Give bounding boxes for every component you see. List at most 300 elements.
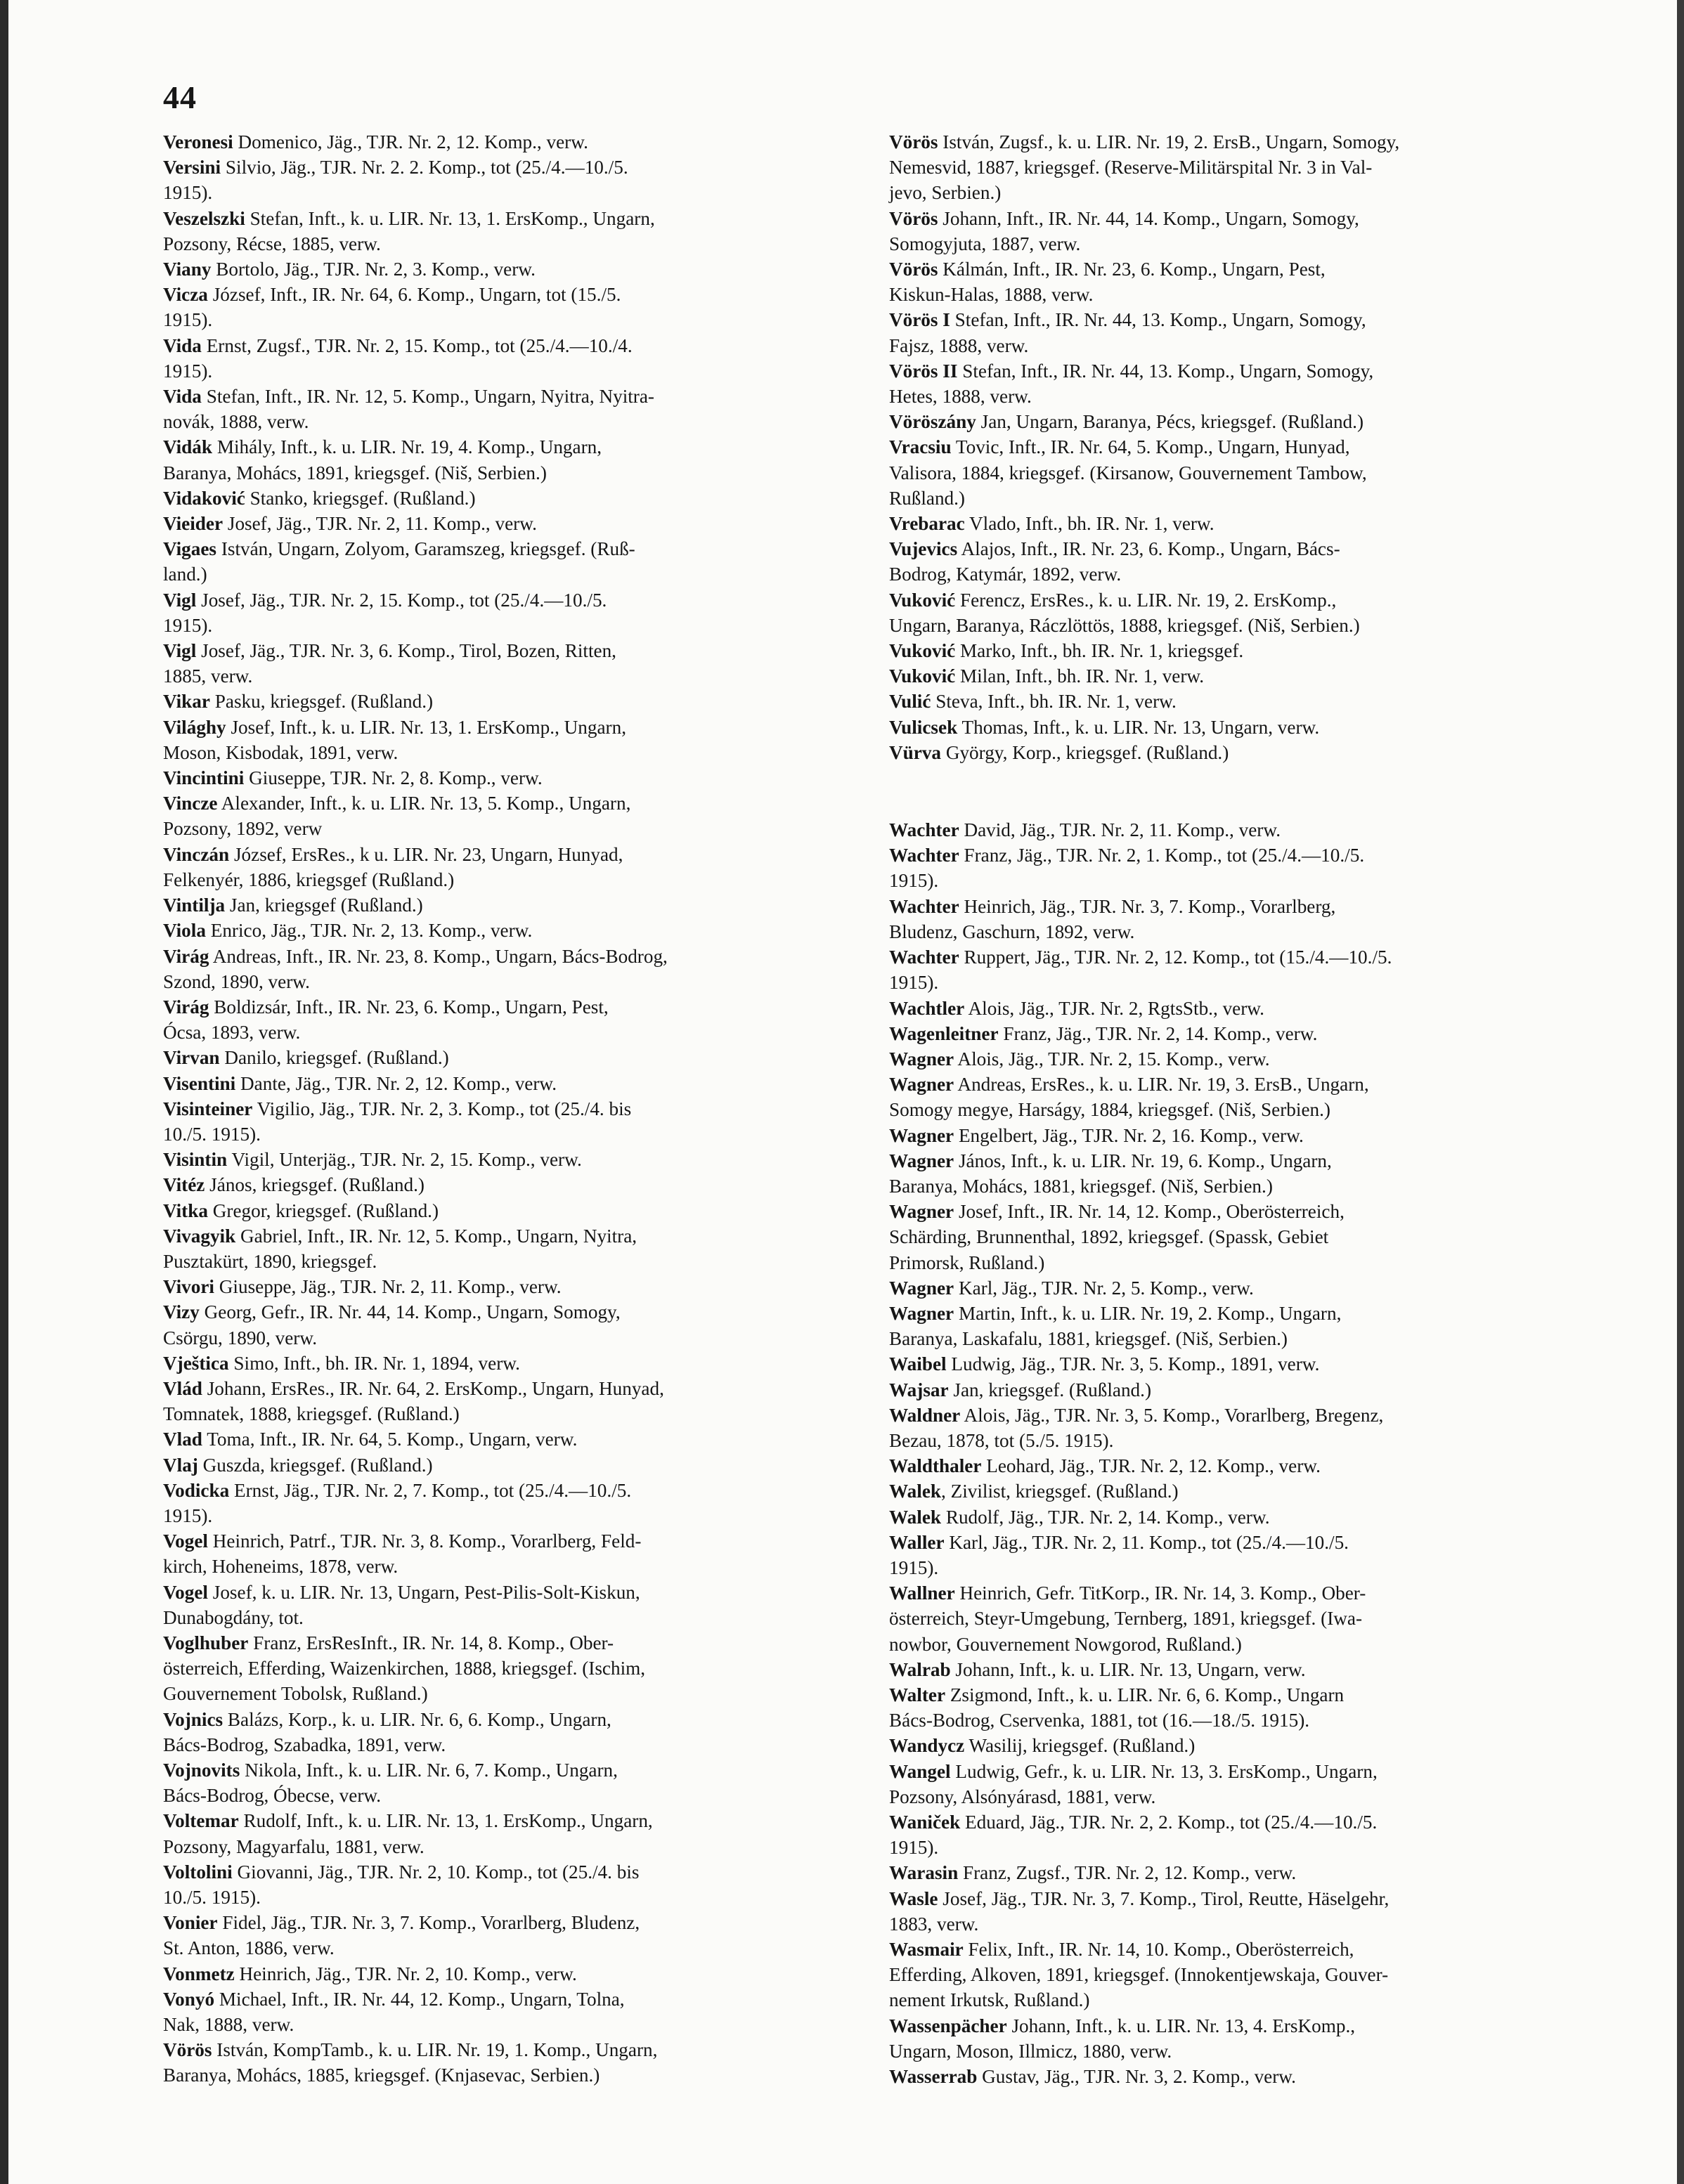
- register-entry: [889, 1377, 1546, 1403]
- entry-first-line: Vlád Johann, ErsRes., IR. Nr. 64, 2. ErsKomp., Ungarn, Hunyad,: [163, 1377, 664, 1399]
- entry-first-line: Walter Zsigmond, Inft., k. u. LIR. Nr. 6, 6. Komp., Ungarn: [889, 1684, 1345, 1705]
- entry-continuation-line: Moson, Kisbodak, 1891, verw.: [163, 741, 399, 763]
- entry-surname: Vuković: [889, 665, 956, 687]
- entry-surname: Vojnics: [163, 1708, 224, 1730]
- entry-surname: Vivori: [163, 1276, 214, 1298]
- entry-continuation-line: 1915).: [163, 182, 213, 204]
- entry-first-line: Vörös Johann, Inft., IR. Nr. 44, 14. Komp., Ungarn, Somogy,: [889, 207, 1359, 229]
- entry-surname: Visentini: [163, 1072, 236, 1094]
- entry-surname: Vogel: [163, 1581, 208, 1603]
- register-entry: [163, 1987, 866, 2037]
- entry-first-line: Vlad Toma, Inft., IR. Nr. 64, 5. Komp., Ungarn, verw.: [163, 1429, 578, 1450]
- entry-first-line: Vigaes István, Ungarn, Zolyom, Garamszeg, kriegsgef. (Ruß-: [163, 538, 635, 560]
- entry-first-line: Vogel Josef, k. u. LIR. Nr. 13, Ungarn, Pest-Pilis-Solt-Kiskun,: [163, 1581, 640, 1603]
- register-entry: [889, 1530, 1546, 1580]
- register-entry: [163, 1859, 866, 1910]
- register-entry: [889, 511, 1546, 536]
- entry-first-line: Wachter David, Jäg., TJR. Nr. 2, 11. Komp., verw.: [889, 819, 1281, 841]
- register-entry: [163, 1147, 866, 1172]
- entry-first-line: Vida Stefan, Inft., IR. Nr. 12, 5. Komp., Ungarn, Nyitra, Nyitra-: [163, 386, 654, 408]
- entry-first-line: Vigl Josef, Jäg., TJR. Nr. 3, 6. Komp., Tirol, Bozen, Ritten,: [163, 640, 616, 662]
- entry-first-line: Vörös II Stefan, Inft., IR. Nr. 44, 13. Komp., Ungarn, Somogy,: [889, 360, 1374, 382]
- entry-surname: Vincze: [163, 793, 218, 814]
- entry-first-line: Vörös I Stefan, Inft., IR. Nr. 44, 13. Komp., Ungarn, Somogy,: [889, 309, 1366, 331]
- register-entry: [889, 434, 1546, 511]
- entry-surname: Vujevics: [889, 538, 958, 560]
- entry-continuation-line: Baranya, Mohács, 1881, kriegsgef. (Niš, Serbien.): [889, 1175, 1273, 1197]
- entry-first-line: Waniček Eduard, Jäg., TJR. Nr. 2, 2. Komp., tot (25./4.—10./5.: [889, 1812, 1378, 1833]
- register-entry: [889, 1021, 1546, 1046]
- entry-surname: Walter: [889, 1684, 946, 1705]
- entry-continuation-line: nowbor, Gouvernement Nowgorod, Rußland.): [889, 1633, 1242, 1655]
- register-entry: [163, 333, 866, 384]
- entry-continuation-line: Nemesvid, 1887, kriegsgef. (Reserve-Militärspital Nr. 3 in Val-: [889, 157, 1373, 178]
- register-entry: [163, 1198, 866, 1223]
- entry-first-line: Vogel Heinrich, Patrf., TJR. Nr. 3, 8. Komp., Vorarlberg, Feld-: [163, 1530, 642, 1552]
- entry-continuation-line: novák, 1888, verw.: [163, 411, 309, 433]
- register-entry: [889, 1937, 1546, 2013]
- entry-first-line: Viola Enrico, Jäg., TJR. Nr. 2, 13. Komp., verw.: [163, 920, 533, 942]
- entry-first-line: Vitka Gregor, kriegsgef. (Rußland.): [163, 1200, 439, 1221]
- entry-first-line: Wagner János, Inft., k. u. LIR. Nr. 19, 6. Komp., Ungarn,: [889, 1150, 1332, 1171]
- entry-surname: Vörös: [889, 207, 938, 229]
- entry-continuation-line: Somogy megye, Harságy, 1884, kriegsgef. (Niš, Serbien.): [889, 1099, 1330, 1121]
- entry-surname: Wagner: [889, 1074, 954, 1096]
- entry-surname: Vlad: [163, 1429, 202, 1450]
- entry-first-line: Vidaković Stanko, kriegsgef. (Rußland.): [163, 487, 476, 509]
- entry-surname: Wachter: [889, 819, 959, 841]
- entry-surname: Voltolini: [163, 1861, 233, 1883]
- entry-surname: Veronesi: [163, 131, 233, 152]
- entry-surname: Világhy: [163, 716, 226, 738]
- entry-continuation-line: Ungarn, Baranya, Ráczlöttös, 1888, kriegsgef. (Niš, Serbien.): [889, 614, 1360, 636]
- entry-surname: Vlád: [163, 1377, 202, 1399]
- entry-first-line: Vojnics Balázs, Korp., k. u. LIR. Nr. 6, 6. Komp., Ungarn,: [163, 1708, 611, 1730]
- entry-surname: Wachter: [889, 947, 959, 968]
- entry-first-line: Waldner Alois, Jäg., TJR. Nr. 3, 5. Komp., Vorarlberg, Bregenz,: [889, 1404, 1384, 1426]
- entry-surname: Wasserrab: [889, 2066, 978, 2088]
- entry-surname: Wangel: [889, 1760, 951, 1782]
- entry-first-line: Vulicsek Thomas, Inft., k. u. LIR. Nr. 13, Ungarn, verw.: [889, 716, 1320, 738]
- register-entry: [163, 2037, 866, 2088]
- register-entry: [163, 1757, 866, 1808]
- entry-surname: Vogel: [163, 1530, 208, 1552]
- entry-surname: Waldner: [889, 1404, 961, 1426]
- entry-first-line: Waibel Ludwig, Jäg., TJR. Nr. 3, 5. Komp., 1891, verw.: [889, 1353, 1320, 1375]
- entry-continuation-line: kirch, Hoheneims, 1878, verw.: [163, 1556, 399, 1578]
- register-entry: [889, 1199, 1546, 1275]
- entry-first-line: Vivori Giuseppe, Jäg., TJR. Nr. 2, 11. Komp., verw.: [163, 1276, 562, 1298]
- entry-continuation-line: Bludenz, Gaschurn, 1892, verw.: [889, 921, 1135, 942]
- register-entry: [163, 587, 866, 638]
- entry-surname: Vještica: [163, 1352, 229, 1374]
- entry-continuation-line: St. Anton, 1886, verw.: [163, 1937, 335, 1959]
- entry-first-line: Világhy Josef, Inft., k. u. LIR. Nr. 13, 1. ErsKomp., Ungarn,: [163, 716, 626, 738]
- register-entry: [163, 842, 866, 892]
- entry-first-line: Vincze Alexander, Inft., k. u. LIR. Nr. 13, 5. Komp., Ungarn,: [163, 793, 631, 814]
- entry-first-line: Vonier Fidel, Jäg., TJR. Nr. 3, 7. Komp., Vorarlberg, Bludenz,: [163, 1912, 640, 1934]
- entry-first-line: Vrebarac Vlado, Inft., bh. IR. Nr. 1, verw.: [889, 513, 1215, 535]
- entry-first-line: Vigl Josef, Jäg., TJR. Nr. 2, 15. Komp., tot (25./4.—10./5.: [163, 589, 607, 611]
- entry-continuation-line: 1915).: [163, 360, 213, 382]
- entry-continuation-line: Pozsony, Magyarfalu, 1881, verw.: [163, 1835, 425, 1857]
- entry-first-line: Vještica Simo, Inft., bh. IR. Nr. 1, 1894, verw.: [163, 1352, 520, 1374]
- entry-surname: Visintin: [163, 1149, 228, 1171]
- entry-first-line: Voglhuber Franz, ErsResInft., IR. Nr. 14, 8. Komp., Ober-: [163, 1632, 614, 1653]
- register-entry: [889, 129, 1546, 206]
- register-entry: [889, 1301, 1546, 1351]
- entry-surname: Walek: [889, 1506, 942, 1528]
- register-entry: [889, 1580, 1546, 1657]
- register-entry: [889, 1886, 1546, 1937]
- register-entry: [889, 894, 1546, 944]
- entry-surname: Vitéz: [163, 1174, 205, 1196]
- entry-surname: Vidaković: [163, 487, 245, 509]
- entry-surname: Vieider: [163, 513, 224, 535]
- entry-surname: Vojnovits: [163, 1760, 240, 1781]
- entry-continuation-line: Pusztakürt, 1890, kriegsgef.: [163, 1250, 377, 1272]
- register-entry: [163, 1045, 866, 1070]
- register-entry: [163, 1528, 866, 1579]
- entry-continuation-line: Tomnatek, 1888, kriegsgef. (Rußland.): [163, 1403, 460, 1425]
- entry-first-line: Vonyó Michael, Inft., IR. Nr. 44, 12. Komp., Ungarn, Tolna,: [163, 1988, 625, 2010]
- register-entry: [889, 689, 1546, 714]
- entry-first-line: Waller Karl, Jäg., TJR. Nr. 2, 11. Komp., tot (25./4.—10./5.: [889, 1531, 1349, 1553]
- entry-surname: Wachtler: [889, 997, 965, 1019]
- register-entry: [889, 256, 1546, 307]
- register-entry: [889, 843, 1546, 893]
- right-entry-list-v: [889, 129, 1546, 765]
- entry-first-line: Veronesi Domenico, Jäg., TJR. Nr. 2, 12. Komp., verw.: [163, 131, 588, 152]
- entry-first-line: Veszelszki Stefan, Inft., k. u. LIR. Nr. 13, 1. ErsKomp., Ungarn,: [163, 207, 655, 229]
- register-entry: [163, 1071, 866, 1096]
- entry-first-line: Vracsiu Tovic, Inft., IR. Nr. 64, 5. Komp., Ungarn, Hunyad,: [889, 436, 1350, 458]
- entry-first-line: Wachtler Alois, Jäg., TJR. Nr. 2, RgtsStb., verw.: [889, 997, 1264, 1019]
- register-entry: [889, 663, 1546, 689]
- entry-surname: Viany: [163, 259, 212, 280]
- register-entry: [889, 1123, 1546, 1148]
- entry-first-line: Warasin Franz, Zugsf., TJR. Nr. 2, 12. Komp., verw.: [889, 1862, 1297, 1884]
- register-entry: [163, 1808, 866, 1859]
- register-entry: [163, 1910, 866, 1961]
- entry-surname: Wagner: [889, 1048, 954, 1070]
- register-entry: [163, 1426, 866, 1452]
- register-entry: [163, 791, 866, 841]
- register-entry: [163, 129, 866, 155]
- register-entry: [163, 486, 866, 511]
- entry-surname: Waldthaler: [889, 1455, 982, 1477]
- entry-continuation-line: Schärding, Brunnenthal, 1892, kriegsgef. (Spassk, Gebiet: [889, 1226, 1329, 1248]
- entry-first-line: Walek Rudolf, Jäg., TJR. Nr. 2, 14. Komp., verw.: [889, 1506, 1270, 1528]
- register-entry: [889, 1046, 1546, 1072]
- entry-continuation-line: Rußland.): [889, 487, 965, 509]
- entry-surname: Veszelszki: [163, 207, 245, 229]
- entry-first-line: Virág Boldizsár, Inft., IR. Nr. 23, 6. Komp., Ungarn, Pest,: [163, 996, 609, 1018]
- entry-continuation-line: Baranya, Mohács, 1885, kriegsgef. (Knjasevac, Serbien.): [163, 2065, 600, 2086]
- register-entry: [163, 282, 866, 332]
- entry-first-line: Vieider Josef, Jäg., TJR. Nr. 2, 11. Komp., verw.: [163, 513, 537, 535]
- entry-first-line: Visintin Vigil, Unterjäg., TJR. Nr. 2, 15. Komp., verw.: [163, 1149, 582, 1171]
- entry-continuation-line: land.): [163, 564, 207, 585]
- entry-surname: Vrebarac: [889, 513, 965, 535]
- register-entry: [889, 1682, 1546, 1733]
- entry-first-line: Wajsar Jan, kriegsgef. (Rußland.): [889, 1379, 1151, 1400]
- entry-surname: Waller: [889, 1531, 945, 1553]
- register-entry: [163, 511, 866, 536]
- entry-surname: Visinteiner: [163, 1098, 253, 1119]
- register-entry: [163, 918, 866, 943]
- entry-surname: Wachter: [889, 845, 959, 866]
- register-entry: [889, 1148, 1546, 1199]
- entry-continuation-line: Pozsony, Récse, 1885, verw.: [163, 233, 381, 254]
- register-entry: [889, 358, 1546, 409]
- entry-surname: Vincintini: [163, 767, 245, 789]
- entry-continuation-line: Hetes, 1888, verw.: [889, 386, 1032, 408]
- register-entry: [163, 1223, 866, 1274]
- entry-surname: Wagenleitner: [889, 1022, 999, 1044]
- entry-continuation-line: Fajsz, 1888, verw.: [889, 334, 1029, 356]
- register-entry: [163, 689, 866, 714]
- entry-first-line: Wachter Heinrich, Jäg., TJR. Nr. 3, 7. Komp., Vorarlberg,: [889, 895, 1336, 917]
- entry-surname: Wasmair: [889, 1939, 964, 1961]
- register-entry: [163, 1274, 866, 1299]
- entry-surname: Wallner: [889, 1582, 955, 1604]
- entry-surname: Vivagyik: [163, 1225, 236, 1247]
- entry-continuation-line: 10./5. 1915).: [163, 1123, 261, 1145]
- entry-continuation-line: Csörgu, 1890, verw.: [163, 1327, 317, 1348]
- entry-continuation-line: Bezau, 1878, tot (5./5. 1915).: [889, 1429, 1114, 1451]
- entry-surname: Walrab: [889, 1658, 951, 1680]
- register-entry: [889, 1657, 1546, 1682]
- entry-continuation-line: Kiskun-Halas, 1888, verw.: [889, 284, 1094, 306]
- entry-continuation-line: Baranya, Laskafalu, 1881, kriegsgef. (Niš, Serbien.): [889, 1328, 1288, 1350]
- entry-surname: Vikar: [163, 691, 210, 713]
- entry-surname: Vonyó: [163, 1988, 215, 2010]
- entry-first-line: Vida Ernst, Zugsf., TJR. Nr. 2, 15. Komp., tot (25./4.—10./4.: [163, 334, 633, 356]
- entry-first-line: Wagner Engelbert, Jäg., TJR. Nr. 2, 16. Komp., verw.: [889, 1124, 1304, 1146]
- entry-first-line: Vikar Pasku, kriegsgef. (Rußland.): [163, 691, 434, 713]
- entry-surname: Vidák: [163, 436, 213, 458]
- entry-first-line: Vlaj Guszda, kriegsgef. (Rußland.): [163, 1454, 433, 1476]
- entry-surname: Vörös: [889, 131, 938, 152]
- register-entry: [889, 1809, 1546, 1860]
- entry-surname: Virág: [163, 996, 209, 1018]
- entry-continuation-line: 1883, verw.: [889, 1913, 979, 1935]
- entry-surname: Walek: [889, 1481, 942, 1502]
- register-entry: [163, 384, 866, 434]
- entry-surname: Vigl: [163, 589, 197, 611]
- register-entry: [163, 1478, 866, 1528]
- entry-surname: Vintilja: [163, 895, 226, 916]
- letter-section-gap: [889, 765, 1546, 817]
- register-entry: [889, 996, 1546, 1021]
- entry-continuation-line: 1885, verw.: [163, 665, 253, 687]
- entry-continuation-line: Szond, 1890, verw.: [163, 970, 310, 992]
- entry-first-line: Vuković Ferencz, ErsRes., k. u. LIR. Nr. 19, 2. ErsKomp.,: [889, 589, 1337, 611]
- register-entry: [163, 1630, 866, 1707]
- entry-first-line: Vuković Milan, Inft., bh. IR. Nr. 1, verw.: [889, 665, 1205, 687]
- register-entry: [889, 1403, 1546, 1453]
- entry-surname: Warasin: [889, 1862, 959, 1884]
- entry-continuation-line: Dunabogdány, tot.: [163, 1606, 304, 1628]
- entry-surname: Wagner: [889, 1124, 954, 1146]
- register-entry: [163, 155, 866, 205]
- right-entry-list-w: [889, 817, 1546, 2089]
- entry-first-line: Wasle Josef, Jäg., TJR. Nr. 3, 7. Komp., Tirol, Reutte, Häselgehr,: [889, 1887, 1390, 1909]
- entry-surname: Vörös II: [889, 360, 958, 382]
- entry-surname: Wagner: [889, 1201, 954, 1223]
- register-entry: [163, 715, 866, 765]
- left-column: [163, 129, 866, 2088]
- entry-continuation-line: 1915).: [889, 870, 939, 892]
- entry-continuation-line: Felkenyér, 1886, kriegsgef (Rußland.): [163, 869, 455, 890]
- entry-first-line: Vulić Steva, Inft., bh. IR. Nr. 1, verw.: [889, 691, 1177, 713]
- register-entry: [889, 409, 1546, 434]
- register-entry: [163, 536, 866, 587]
- entry-surname: Vuković: [889, 589, 956, 611]
- register-entry: [163, 892, 866, 918]
- entry-first-line: Virág Andreas, Inft., IR. Nr. 23, 8. Komp., Ungarn, Bács-Bodrog,: [163, 945, 668, 967]
- entry-continuation-line: jevo, Serbien.): [889, 182, 1002, 204]
- register-entry: [163, 1452, 866, 1478]
- entry-surname: Waniček: [889, 1812, 961, 1833]
- register-entry: [889, 1453, 1546, 1478]
- entry-first-line: Vöröszány Jan, Ungarn, Baranya, Pécs, kriegsgef. (Rußland.): [889, 411, 1364, 433]
- entry-continuation-line: Valisora, 1884, kriegsgef. (Kirsanow, Gouvernement Tambow,: [889, 462, 1367, 483]
- entry-surname: Vigaes: [163, 538, 217, 560]
- register-entry: [163, 1351, 866, 1376]
- entry-first-line: Vinczán József, ErsRes., k u. LIR. Nr. 23, Ungarn, Hunyad,: [163, 843, 623, 865]
- entry-surname: Vulicsek: [889, 716, 958, 738]
- scan-edge-left: [0, 0, 8, 2184]
- right-column: [889, 129, 1546, 2089]
- register-entry: [889, 740, 1546, 765]
- entry-first-line: Versini Silvio, Jäg., TJR. Nr. 2. 2. Komp., tot (25./4.—10./5.: [163, 157, 628, 178]
- entry-continuation-line: Bács-Bodrog, Szabadka, 1891, verw.: [163, 1734, 446, 1755]
- entry-continuation-line: Baranya, Mohács, 1891, kriegsgef. (Niš, Serbien.): [163, 462, 547, 483]
- entry-first-line: Vitéz János, kriegsgef. (Rußland.): [163, 1174, 425, 1196]
- entry-first-line: Walrab Johann, Inft., k. u. LIR. Nr. 13, Ungarn, verw.: [889, 1658, 1306, 1680]
- register-entry: [889, 1759, 1546, 1809]
- entry-surname: Vicza: [163, 284, 208, 306]
- register-entry: [163, 1299, 866, 1350]
- entry-continuation-line: österreich, Steyr-Umgebung, Ternberg, 1891, kriegsgef. (Iwa-: [889, 1608, 1363, 1630]
- entry-first-line: Wassenpächer Johann, Inft., k. u. LIR. Nr. 13, 4. ErsKomp.,: [889, 2015, 1356, 2036]
- entry-first-line: Vivagyik Gabriel, Inft., IR. Nr. 12, 5. Komp., Ungarn, Nyitra,: [163, 1225, 637, 1247]
- entry-continuation-line: Bács-Bodrog, Cservenka, 1881, tot (16.—18./5. 1915).: [889, 1710, 1310, 1731]
- entry-surname: Vinczán: [163, 843, 230, 865]
- entry-first-line: Wangel Ludwig, Gefr., k. u. LIR. Nr. 13, 3. ErsKomp., Ungarn,: [889, 1760, 1378, 1782]
- entry-first-line: Vuković Marko, Inft., bh. IR. Nr. 1, kriegsgef.: [889, 640, 1244, 662]
- entry-first-line: Walek, Zivilist, kriegsgef. (Rußland.): [889, 1481, 1179, 1502]
- entry-surname: Vulić: [889, 691, 931, 713]
- entry-first-line: Vidák Mihály, Inft., k. u. LIR. Nr. 19, 4. Komp., Ungarn,: [163, 436, 602, 458]
- entry-surname: Vöröszány: [889, 411, 976, 433]
- entry-first-line: Visentini Dante, Jäg., TJR. Nr. 2, 12. Komp., verw.: [163, 1072, 557, 1094]
- entry-continuation-line: Efferding, Alkoven, 1891, kriegsgef. (Innokentjewskaja, Gouver-: [889, 1964, 1389, 1986]
- register-entry: [889, 2013, 1546, 2064]
- entry-surname: Wachter: [889, 895, 959, 917]
- entry-surname: Vuković: [889, 640, 956, 662]
- register-entry: [889, 2064, 1546, 2089]
- entry-first-line: Vojnovits Nikola, Inft., k. u. LIR. Nr. 6, 7. Komp., Ungarn,: [163, 1760, 618, 1781]
- entry-surname: Virvan: [163, 1047, 220, 1069]
- entry-continuation-line: 1915).: [163, 309, 213, 331]
- entry-surname: Versini: [163, 157, 221, 178]
- register-entry: [889, 1072, 1546, 1122]
- entry-first-line: Voltolini Giovanni, Jäg., TJR. Nr. 2, 10. Komp., tot (25./4. bis: [163, 1861, 640, 1883]
- register-entry: [163, 994, 866, 1045]
- entry-first-line: Vonmetz Heinrich, Jäg., TJR. Nr. 2, 10. Komp., verw.: [163, 1963, 577, 1984]
- entry-first-line: Wagner Josef, Inft., IR. Nr. 14, 12. Komp., Oberösterreich,: [889, 1201, 1345, 1223]
- scan-edge-right: [1677, 0, 1684, 2184]
- register-entry: [163, 1172, 866, 1197]
- entry-first-line: Vodicka Ernst, Jäg., TJR. Nr. 2, 7. Komp., tot (25./4.—10./5.: [163, 1479, 632, 1501]
- register-entry: [889, 715, 1546, 740]
- entry-surname: Voltemar: [163, 1810, 239, 1832]
- entry-continuation-line: Nak, 1888, verw.: [163, 2014, 294, 2036]
- entry-continuation-line: 10./5. 1915).: [163, 1887, 261, 1909]
- entry-first-line: Wagner Karl, Jäg., TJR. Nr. 2, 5. Komp., verw.: [889, 1277, 1254, 1299]
- entry-first-line: Vintilja Jan, kriegsgef (Rußland.): [163, 895, 423, 916]
- entry-first-line: Wandycz Wasilij, kriegsgef. (Rußland.): [889, 1735, 1196, 1757]
- register-entry: [163, 256, 866, 282]
- register-entry: [163, 1707, 866, 1757]
- entry-surname: Wassenpächer: [889, 2015, 1007, 2036]
- entry-surname: Voglhuber: [163, 1632, 249, 1653]
- entry-first-line: Vujevics Alajos, Inft., IR. Nr. 23, 6. Komp., Ungarn, Bács-: [889, 538, 1340, 560]
- entry-first-line: Wasserrab Gustav, Jäg., TJR. Nr. 3, 2. Komp., verw.: [889, 2066, 1296, 2088]
- register-entry: [889, 536, 1546, 587]
- entry-surname: Vitka: [163, 1200, 208, 1221]
- entry-surname: Vigl: [163, 640, 197, 662]
- register-entry: [889, 1733, 1546, 1758]
- register-entry: [163, 1096, 866, 1147]
- entry-continuation-line: Somogyjuta, 1887, verw.: [889, 233, 1081, 254]
- entry-first-line: Wagenleitner Franz, Jäg., TJR. Nr. 2, 14. Komp., verw.: [889, 1022, 1318, 1044]
- entry-surname: Wagner: [889, 1302, 954, 1324]
- entry-first-line: Vörös István, Zugsf., k. u. LIR. Nr. 19, 2. ErsB., Ungarn, Somogy,: [889, 131, 1400, 152]
- entry-first-line: Virvan Danilo, kriegsgef. (Rußland.): [163, 1047, 449, 1069]
- entry-surname: Vida: [163, 386, 202, 408]
- register-entry: [163, 434, 866, 485]
- entry-surname: Vörös: [889, 259, 938, 280]
- entry-first-line: Vörös István, KompTamb., k. u. LIR. Nr. 19, 1. Komp., Ungarn,: [163, 2039, 658, 2061]
- register-entry: [163, 1961, 866, 1987]
- entry-surname: Vizy: [163, 1301, 200, 1323]
- register-entry: [163, 944, 866, 994]
- entry-continuation-line: nement Irkutsk, Rußland.): [889, 1989, 1090, 2011]
- entry-surname: Waibel: [889, 1353, 947, 1375]
- entry-continuation-line: 1915).: [889, 1837, 939, 1859]
- entry-continuation-line: österreich, Efferding, Waizenkirchen, 1888, kriegsgef. (Ischim,: [163, 1658, 646, 1679]
- entry-surname: Virág: [163, 945, 209, 967]
- register-entry: [889, 817, 1546, 843]
- register-entry: [163, 1376, 866, 1426]
- entry-surname: Vörös I: [889, 309, 950, 331]
- entry-first-line: Viany Bortolo, Jäg., TJR. Nr. 2, 3. Komp., verw.: [163, 259, 536, 280]
- entry-continuation-line: 1915).: [889, 1556, 939, 1578]
- entry-continuation-line: Gouvernement Tobolsk, Rußland.): [163, 1683, 428, 1705]
- register-entry: [889, 307, 1546, 358]
- entry-first-line: Wachter Ruppert, Jäg., TJR. Nr. 2, 12. Komp., tot (15./4.—10./5.: [889, 947, 1392, 968]
- entry-surname: Viola: [163, 920, 206, 942]
- entry-surname: Vörös: [163, 2039, 212, 2061]
- entry-continuation-line: Ócsa, 1893, verw.: [163, 1022, 301, 1044]
- register-entry: [889, 638, 1546, 663]
- entry-continuation-line: 1915).: [889, 972, 939, 994]
- entry-first-line: Vörös Kálmán, Inft., IR. Nr. 23, 6. Komp., Ungarn, Pest,: [889, 259, 1326, 280]
